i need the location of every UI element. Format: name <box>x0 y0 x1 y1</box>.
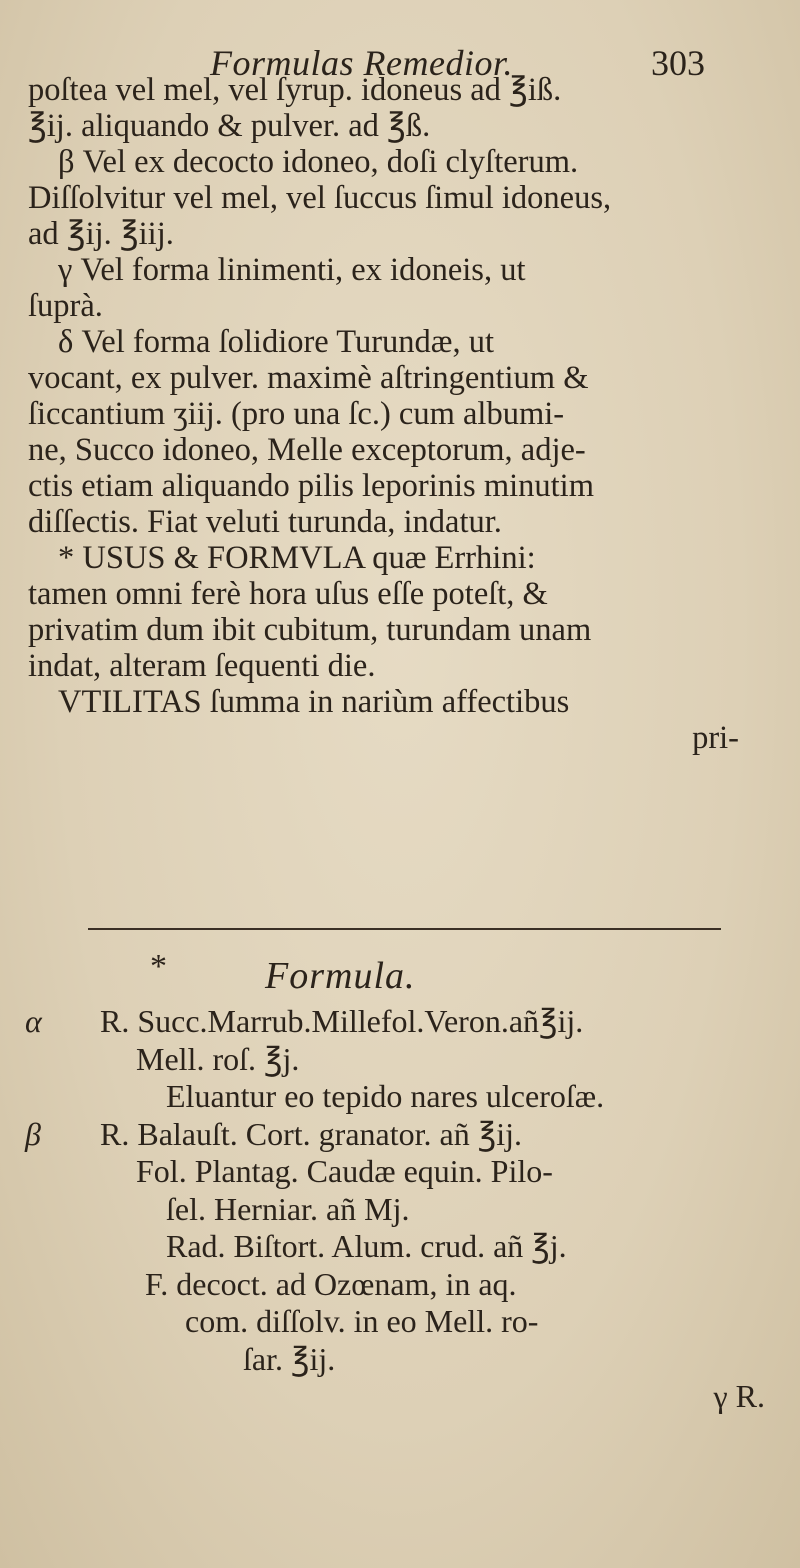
formula-line <box>25 1041 785 1079</box>
formula-line <box>25 1228 785 1266</box>
formula-text: ſar. ℥ij. <box>243 1340 336 1377</box>
text-line: ℥ij. aliquando & pulver. ad ℥ß. <box>28 108 431 144</box>
formula-text: Rad. Biſtort. Alum. crud. añ ℥j. <box>166 1228 567 1264</box>
text-line: Diſſolvitur vel mel, vel ſuccus ſimul idoneus, <box>28 180 612 216</box>
formula-marker: α <box>25 1003 42 1039</box>
text-line: vocant, ex pulver. maximè aſtringentium & <box>28 360 589 396</box>
formula-marker: β <box>25 1115 41 1152</box>
formula-text: γ R. <box>713 1378 765 1414</box>
formula-line <box>25 1303 785 1341</box>
formula-text: ſel. Herniar. añ Mj. <box>166 1190 410 1227</box>
page-number: 303 <box>651 43 705 83</box>
text-line: VTILITAS ſumma in nariùm affectibus <box>58 684 570 720</box>
text-line: * USUS & FORMVLA quæ Errhini: <box>58 540 536 576</box>
formula-text: Eluantur eo tepido nares ulceroſæ. <box>166 1078 605 1114</box>
formula-block <box>25 1003 785 1416</box>
text-line: indat, alteram ſequenti die. <box>28 648 376 684</box>
catchword: pri- <box>692 720 739 756</box>
formula-text: R. Balauſt. Cort. granator. añ ℥ij. <box>100 1115 522 1152</box>
catchword <box>25 1378 785 1416</box>
text-line: ad ℥ij. ℥iij. <box>28 216 174 252</box>
text-line: γ Vel forma linimenti, ex idoneis, ut <box>58 252 526 288</box>
text-line: ſiccantium ʒiij. (pro una ſc.) cum albumi- <box>28 396 565 432</box>
formula-line <box>25 1003 785 1041</box>
formula-text: R. Succ.Marrub.Millefol.Veron.añ℥ij. <box>100 1003 584 1039</box>
main-text-block <box>28 72 783 756</box>
text-line: ſuprà. <box>28 288 103 324</box>
horizontal-rule <box>88 928 721 930</box>
text-line: ne, Succo idoneo, Melle exceptorum, adje- <box>28 432 586 468</box>
formula-line <box>25 1266 785 1304</box>
formula-line <box>25 1341 785 1379</box>
text-line: privatim dum ibit cubitum, turundam unam <box>28 612 592 648</box>
formula-line <box>25 1116 785 1154</box>
footnote-asterisk: * <box>150 948 167 985</box>
formula-text: Fol. Plantag. Caudæ equin. Pilo- <box>136 1153 553 1189</box>
text-line: δ Vel forma ſolidiore Turundæ, ut <box>58 324 495 360</box>
text-line: ctis etiam aliquando pilis leporinis minutim <box>28 468 594 504</box>
formula-text: F. decoct. ad Ozœnam, in aq. <box>145 1265 517 1302</box>
text-line: tamen omni ferè hora uſus eſſe poteſt, & <box>28 576 548 612</box>
formula-text: com. diſſolv. in eo Mell. ro- <box>185 1303 539 1339</box>
text-line: poſtea vel mel, vel ſyrup. idoneus ad ℥iß. <box>28 72 562 108</box>
text-line: diſſectis. Fiat veluti turunda, indatur. <box>28 504 502 540</box>
running-title: Formulas Remedior. <box>210 43 513 83</box>
formula-line <box>25 1078 785 1116</box>
formula-text: Mell. roſ. ℥j. <box>136 1040 300 1077</box>
formula-line <box>25 1191 785 1229</box>
formula-heading <box>0 948 800 997</box>
text-line: β Vel ex decocto idoneo, doſi clyſterum. <box>58 144 579 180</box>
formula-title: Formula. <box>265 955 416 997</box>
formula-line <box>25 1153 785 1191</box>
